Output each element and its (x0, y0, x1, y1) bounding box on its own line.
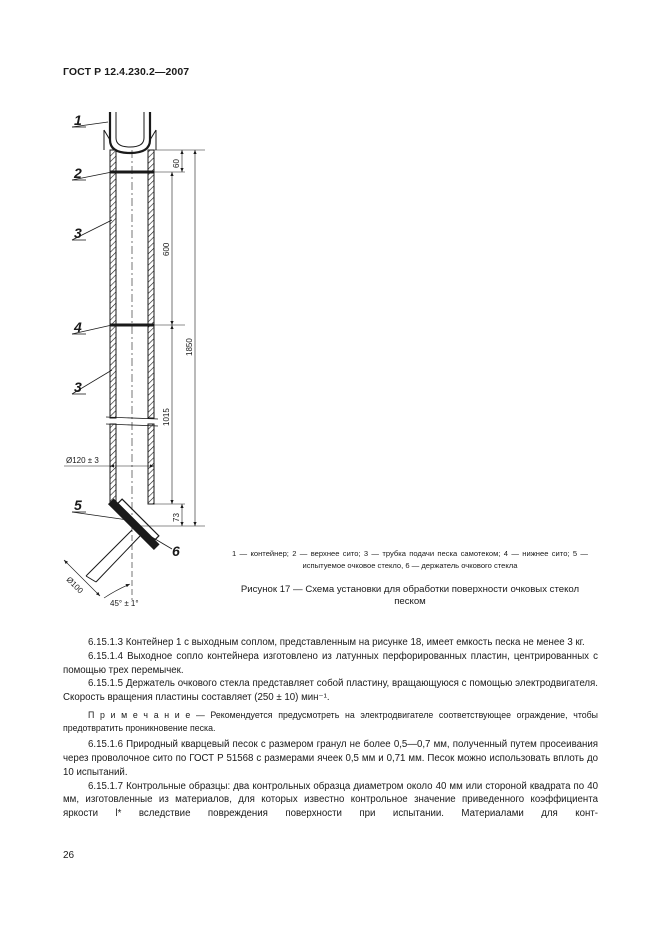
callout-1: 1 (74, 112, 82, 128)
specimen-holder (109, 495, 163, 549)
dim-60: 60 (172, 159, 181, 168)
dim-d100: Ø100 (64, 575, 85, 596)
lower-tube-wall-right (148, 424, 154, 504)
callout-5: 5 (74, 497, 82, 513)
upper-tube-wall-right (148, 150, 154, 418)
page-number: 26 (63, 850, 75, 861)
dim-1015: 1015 (162, 408, 171, 426)
paragraph-6-15-1-4: 6.15.1.4 Выходное сопло контейнера изготовлено из латунных перфорированных пластин, центрированных с помощью трех перемычек. (63, 650, 598, 676)
figure-legend: 1 — контейнер; 2 — верхнее сито; 3 — трубка подачи песка самотеком; 4 — нижнее сито; 5 — испытуемое очковое стекло, 6 — держатель очкового стекла (232, 549, 588, 570)
paragraph-6-15-1-7: 6.15.1.7 Контрольные образцы: два контрольных образца диаметром около 40 мм или стороной квадрата по 40 мм, изготовленные из материалов, для которых известно контрольное значение приведенного коэффициента яркости l* вследствие повреждения поверхности при испытании. Материалами для конт- (63, 780, 598, 820)
body-text (63, 636, 598, 821)
callout-2: 2 (74, 165, 82, 181)
figure-caption: Рисунок 17 — Схема установки для обработки поверхности очковых стекол песком (240, 584, 580, 607)
dim-600: 600 (162, 242, 171, 256)
document-header: ГОСТ Р 12.4.230.2—2007 (63, 66, 190, 78)
callout-6: 6 (172, 543, 180, 559)
dim-1850: 1850 (185, 338, 194, 356)
dim-angle: 45° ± 1° (110, 599, 139, 608)
paragraph-6-15-1-3: 6.15.1.3 Контейнер 1 с выходным соплом, представленным на рисунке 18, имеет емкость песка не менее 3 кг. (88, 637, 585, 648)
lower-tube-wall-left (110, 424, 116, 504)
paragraph-6-15-1-6: 6.15.1.6 Природный кварцевый песок с размером гранул не более 0,5—0,7 мм, полученный путем просеивания через проволочное сито по ГОСТ Р 51568 с размерами ячеек 0,5 мм и 0,71 мм. Песок можно использовать вплоть до 10 испытаний. (63, 739, 598, 778)
callout-4: 4 (74, 319, 82, 335)
paragraph-6-15-1-5: 6.15.1.5 Держатель очкового стекла представляет собой пластину, вращающуюся с помощью электродвигателя. Скорость вращения пластины составляет (250 ± 10) мин⁻¹. (63, 678, 598, 704)
callout-3-lower: 3 (74, 379, 82, 395)
callout-3-upper: 3 (74, 225, 82, 241)
dim-73: 73 (172, 513, 181, 522)
note: П р и м е ч а н и е — Рекомендуется предусмотреть на электродвигателе соответствующее ограждение, чтобы предотвратить проникновение песка. (63, 709, 598, 733)
dim-diameter: Ø120 ± 3 (66, 456, 99, 465)
upper-tube-wall-left (110, 150, 116, 418)
